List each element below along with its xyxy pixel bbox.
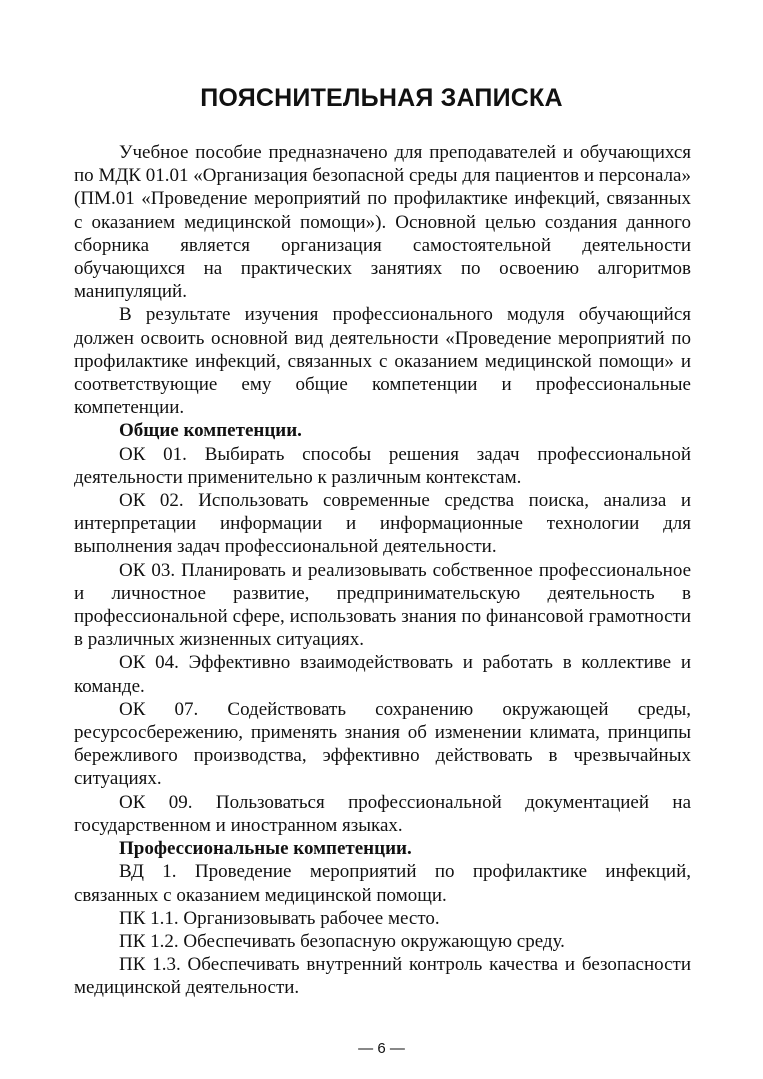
competency-ok07: ОК 07. Содействовать сохранению окружающей среды, ресурсосбережению, применять знания об изменении климата, принципы бережливого производства, эффективно действовать в чрезвычайных ситуациях. [74, 698, 691, 790]
page-title: ПОЯСНИТЕЛЬНАЯ ЗАПИСКА [200, 84, 563, 112]
intro-paragraph-2: В результате изучения профессионального модуля обучающийся должен освоить основной вид деятельности «Проведение мероприятий по профилактике инфекций, связанных с оказанием медицинской помощи» и соответствующие ему общие компетенции и профессиональные компетенции. [74, 304, 691, 419]
competency-ok01: ОК 01. Выбирать способы решения задач профессиональной деятельности применительно к различным контекстам. [74, 443, 691, 488]
intro-paragraph-1: Учебное пособие предназначено для преподавателей и обучающихся по МДК 01.01 «Организация безопасной среды для пациентов и персонала» (ПМ.01 «Проведение мероприятий по профилактике инфекций, связанных с оказанием медицинской помощи»). Основной целью создания данного сборника является организация самостоятельной деятельности обучающихся на практических занятиях по освоению алгоритмов манипуляций. [74, 142, 691, 303]
competency-ok03: ОК 03. Планировать и реализовывать собственное профессиональное и личностное развитие, предпринимательскую деятельность в профессиональной сфере, использовать знания по финансовой грамотности в различных жизненных ситуациях. [74, 559, 691, 651]
activity-vd1: ВД 1. Проведение мероприятий по профилактике инфекций, связанных с оказанием медицинской помощи. [74, 861, 691, 906]
competency-pk11: ПК 1.1. Организовывать рабочее место. [119, 907, 440, 929]
competency-pk13: ПК 1.3. Обеспечивать внутренний контроль качества и безопасности медицинской деятельности. [74, 954, 691, 999]
general-competencies-heading: Общие компетенции. [119, 420, 302, 442]
competency-ok04: ОК 04. Эффективно взаимодействовать и работать в коллективе и команде. [74, 652, 691, 697]
professional-competencies-heading: Профессиональные компетенции. [119, 838, 412, 860]
competency-ok02: ОК 02. Использовать современные средства поиска, анализа и интерпретации информации и информационные технологии для выполнения задач профессиональной деятельности. [74, 490, 691, 558]
page-number: — 6 — [358, 1040, 405, 1057]
document-body [74, 141, 691, 1000]
competency-ok09: ОК 09. Пользоваться профессиональной документацией на государственном и иностранном языках. [74, 791, 691, 836]
competency-pk12: ПК 1.2. Обеспечивать безопасную окружающую среду. [119, 930, 565, 952]
